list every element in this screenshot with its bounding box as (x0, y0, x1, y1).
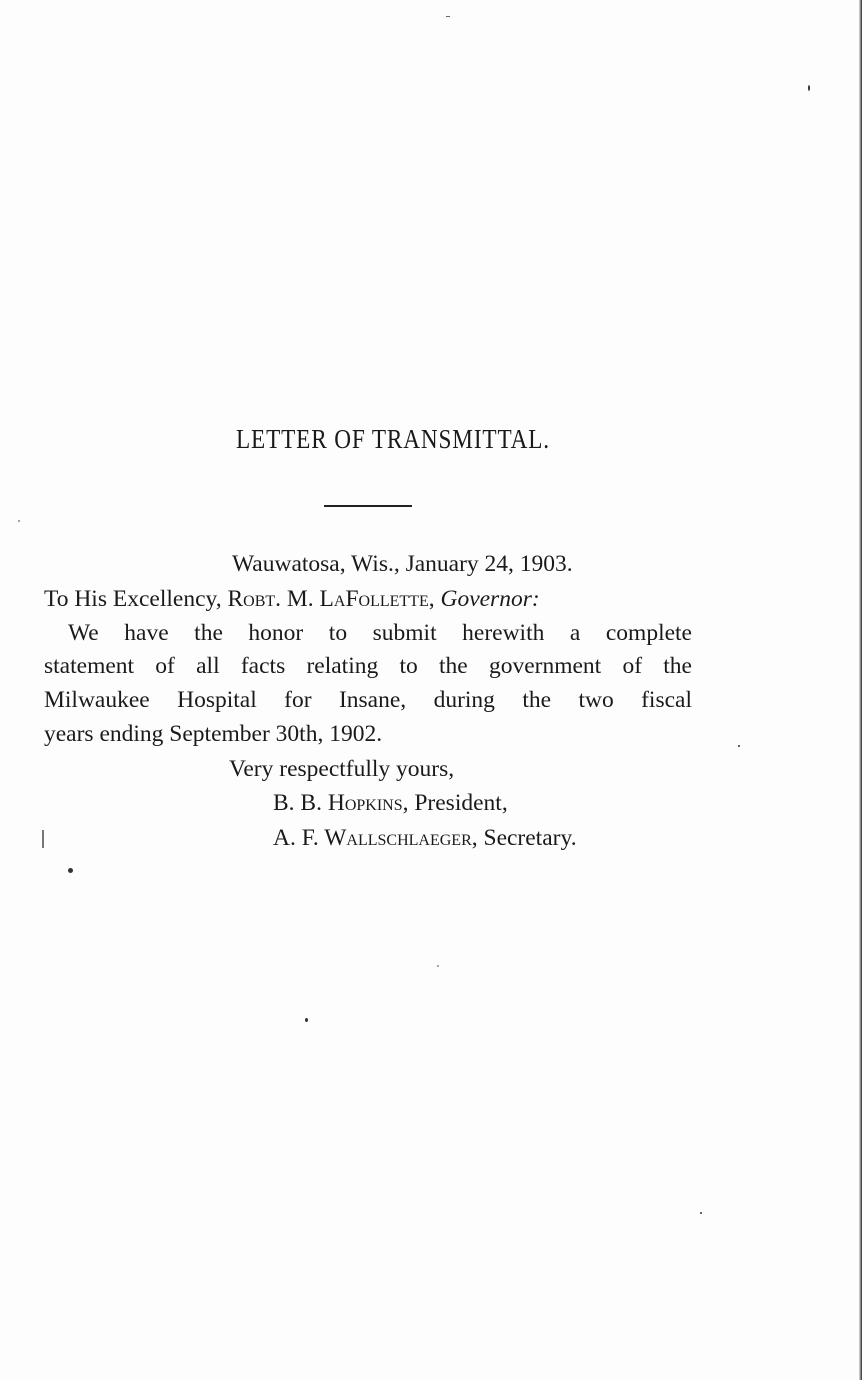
salutation (44, 588, 540, 612)
signature-secretary (273, 827, 577, 851)
scan-speck (446, 16, 450, 17)
scan-speck (68, 868, 73, 873)
president-role: , President, (402, 790, 508, 816)
page-title: LETTER OF TRANSMITTAL. (236, 424, 550, 454)
dateline: Wauwatosa, Wis., January 24, 1903. (232, 551, 573, 577)
body-line-4: years ending September 30th, 1902. (44, 721, 383, 747)
signature-president (273, 792, 508, 816)
body-line-2: statement of all facts relating to the government of the (44, 653, 692, 679)
scan-speck (18, 520, 20, 522)
body-line-3: Milwaukee Hospital for Insane, during the two fiscal (44, 687, 692, 713)
secretary-role: , Secretary. (471, 825, 577, 851)
governor-title: Governor: (440, 586, 540, 612)
scan-speck (738, 745, 740, 747)
closing: Very respectfully yours, (229, 756, 455, 782)
title-divider (324, 505, 412, 507)
scan-speck (700, 1212, 702, 1214)
scan-speck (305, 1018, 308, 1022)
scan-speck (437, 965, 439, 967)
salutation-separator: , (428, 586, 441, 612)
scan-speck (808, 85, 810, 91)
salutation-prefix: To His Excellency, (44, 586, 228, 612)
body-line-1: We have the honor to submit herewith a complete (68, 620, 692, 646)
governor-name: Robt. M. LaFollette (227, 586, 429, 612)
president-name: B. B. Hopkins (273, 790, 403, 816)
scan-speck (42, 830, 44, 848)
secretary-name: A. F. Wallschlaeger (273, 825, 472, 851)
